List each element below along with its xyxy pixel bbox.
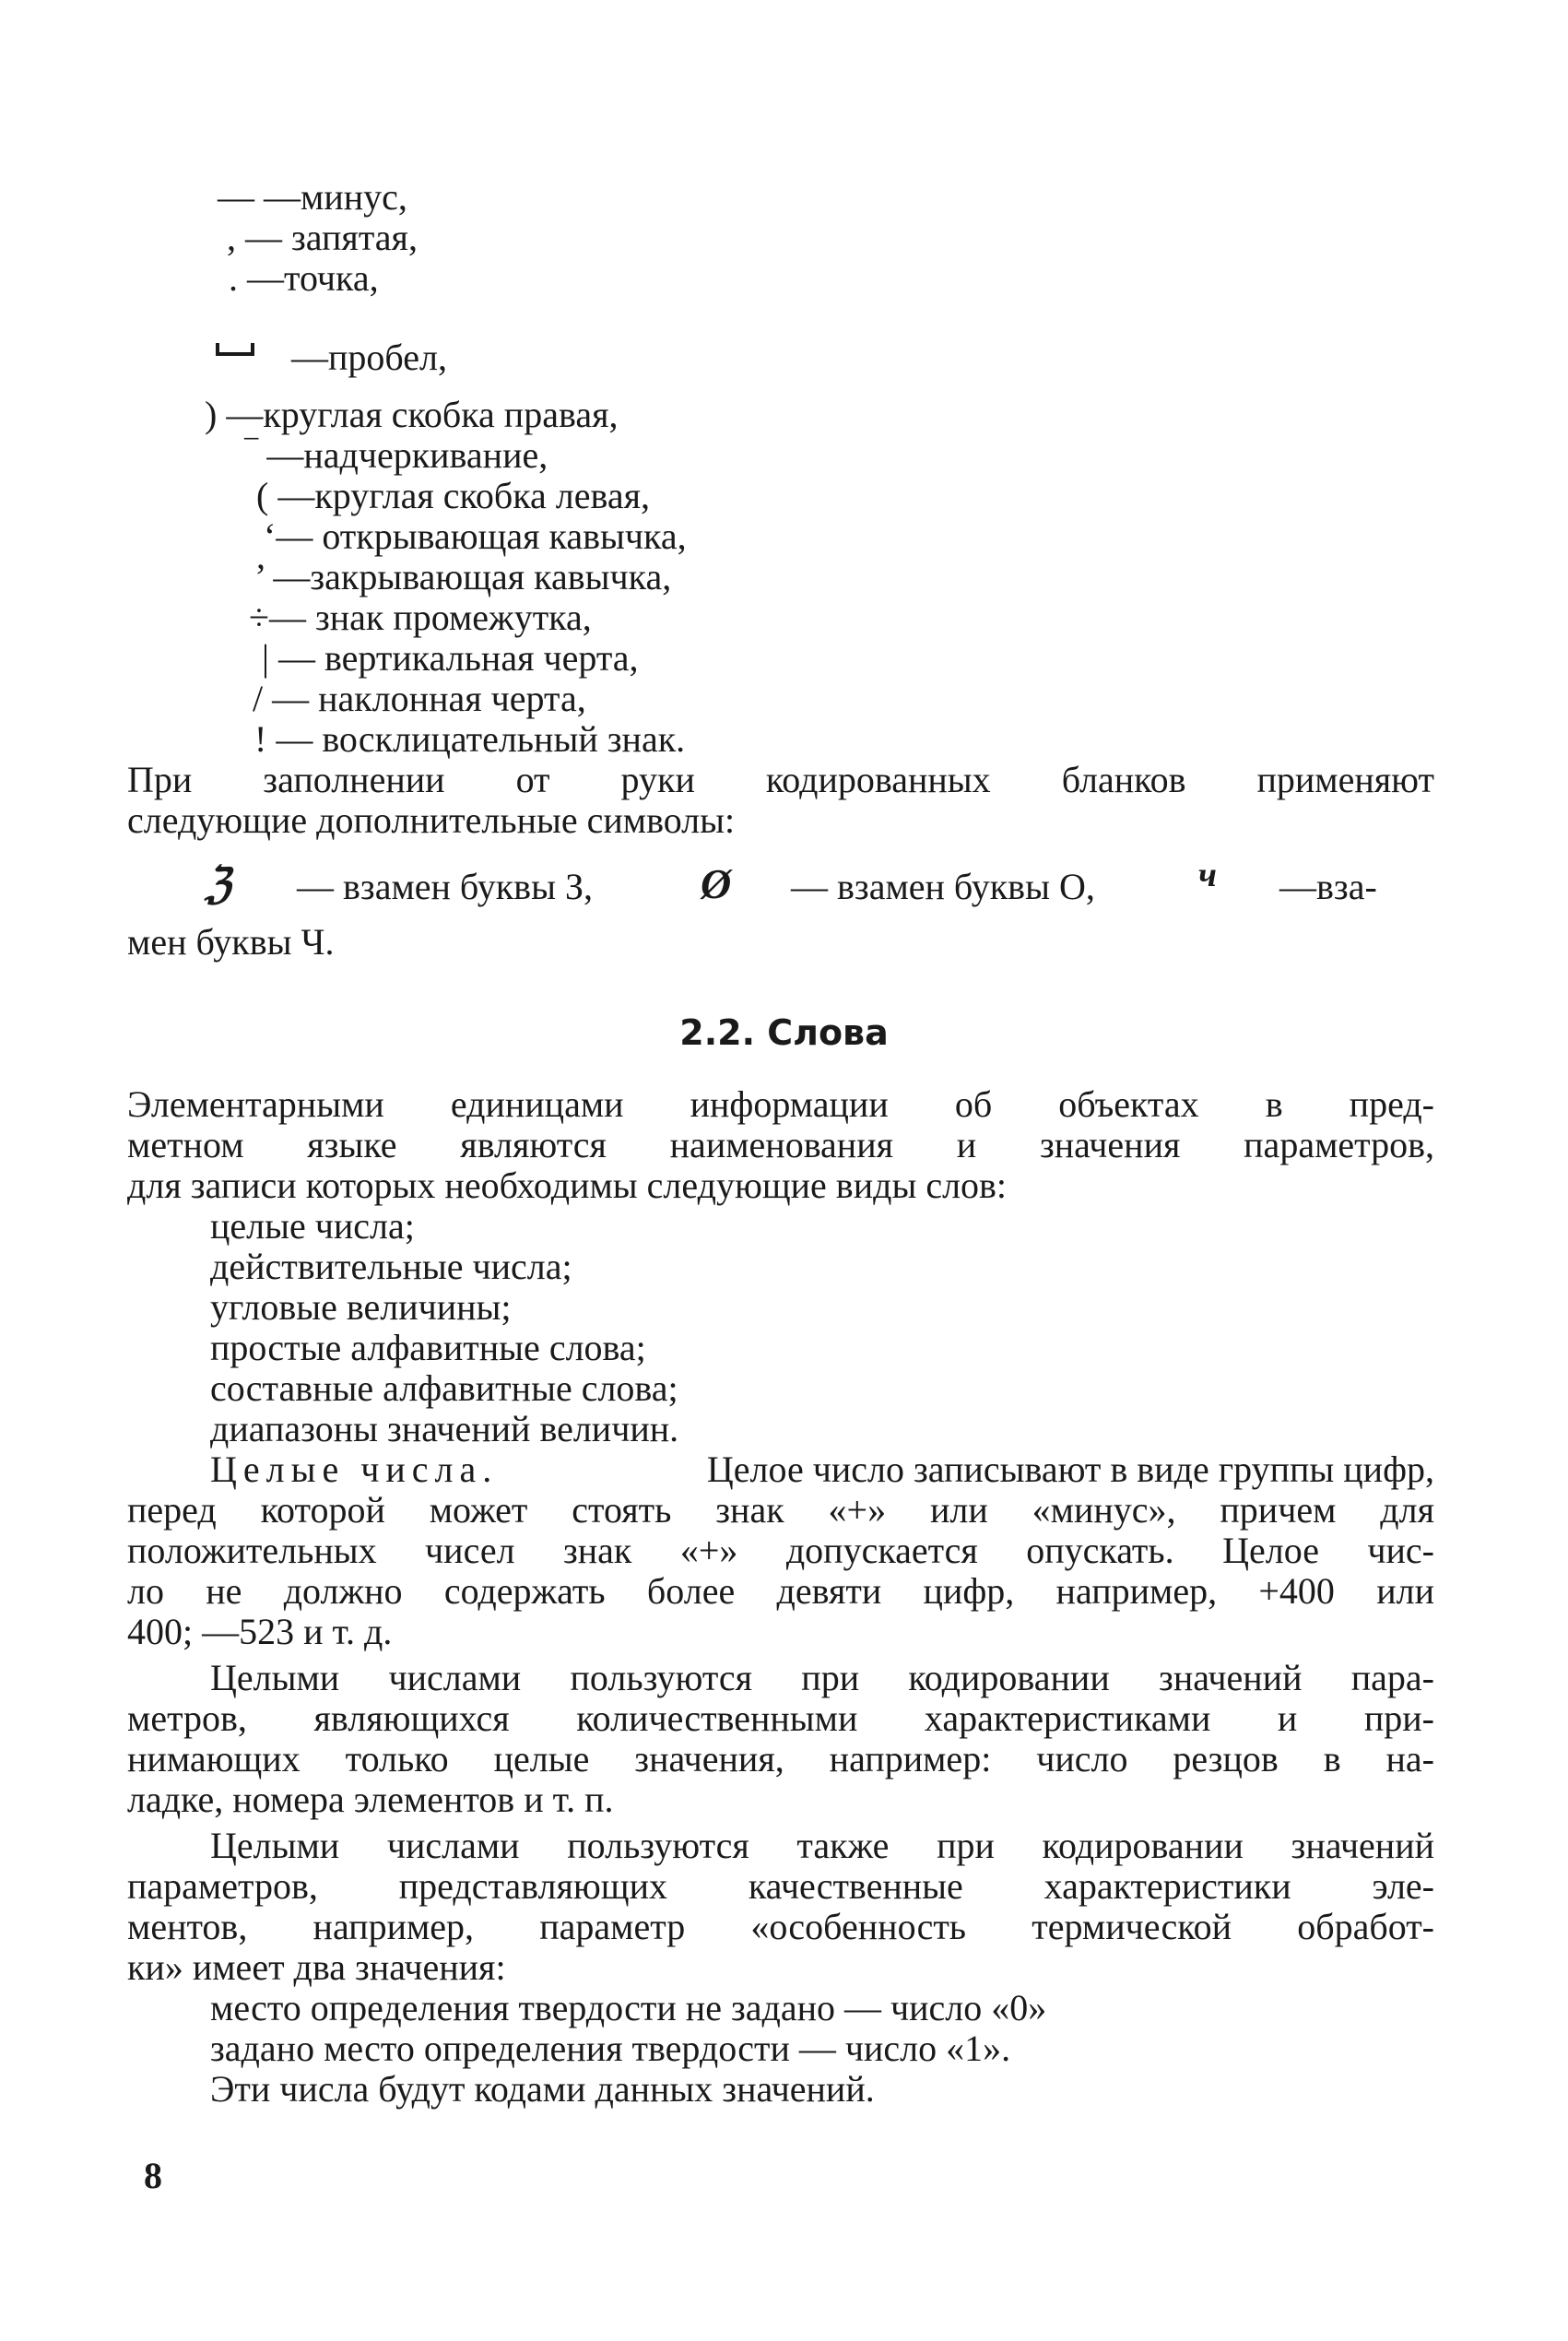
- integers-line-1-rest: Целое число записывают в виде группы цифр,: [706, 1448, 1434, 1490]
- symbol-open-quote: ‘— открывающая кавычка,: [264, 515, 687, 557]
- handwritten-ch-icon: ч: [1198, 856, 1217, 894]
- symbol-right-paren: ) —круглая скобка правая,: [205, 394, 619, 435]
- note-line-2: следующие дополнительные символы:: [127, 799, 736, 841]
- symbol-minus: — —минус,: [218, 176, 407, 218]
- usage2-line-4: ки» имеет два значения:: [127, 1946, 506, 1988]
- usage1-line-1: Целыми числами пользуются при кодировании значений пара-: [210, 1657, 1434, 1698]
- symbol-period: . —точка,: [229, 257, 379, 299]
- symbol-overline: ‾ —надчеркивание,: [245, 434, 548, 476]
- note-line-4: мен буквы Ч.: [127, 921, 335, 963]
- closing-line: Эти числа будут кодами данных значений.: [210, 2068, 875, 2110]
- usage1-line-2: метров, являющихся количественными характеристиками и при-: [127, 1697, 1434, 1739]
- integers-line-4: ло не должно содержать более девяти цифр, например, +400 или: [127, 1570, 1434, 1612]
- note-line-1: При заполнении от руки кодированных бланков применяют: [127, 759, 1434, 800]
- symbol-exclamation: ! — восклицательный знак.: [254, 718, 686, 760]
- integers-line-1: [210, 1449, 1434, 1490]
- word-type-item: целые числа;: [210, 1205, 415, 1247]
- usage1-line-4: ладке, номера элементов и т. п.: [127, 1779, 614, 1820]
- symbol-slash: / — наклонная черта,: [253, 678, 586, 719]
- symbol-space: —пробел,: [291, 337, 447, 378]
- intro-line-1: Элементарными единицами информации об объектах в пред-: [127, 1083, 1434, 1125]
- usage2-line-1: Целыми числами пользуются также при кодировании значений: [210, 1825, 1434, 1866]
- symbol-comma: , — запятая,: [227, 217, 418, 258]
- symbol-vertical-bar: | — вертикальная черта,: [262, 637, 639, 679]
- integers-line-2: перед которой может стоять знак «+» или «минус», причем для: [127, 1489, 1434, 1531]
- section-title: 2.2. Слова: [679, 1012, 889, 1053]
- note-ch-text: —вза-: [1279, 866, 1377, 907]
- handwritten-z-icon: ℨ: [205, 860, 231, 907]
- handwritten-o-icon: Ø: [701, 860, 732, 907]
- integers-line-5: 400; —523 и т. д.: [127, 1611, 393, 1652]
- symbol-left-paren: ( —круглая скобка левая,: [256, 475, 651, 516]
- intro-line-2: метном языке являются наименования и значения параметров,: [127, 1124, 1434, 1165]
- symbol-close-quote: ’ —закрывающая кавычка,: [254, 556, 672, 597]
- symbol-range-sign: ÷— знак промежутка,: [249, 597, 592, 638]
- word-type-item: угловые величины;: [210, 1286, 512, 1328]
- word-type-item: простые алфавитные слова;: [210, 1327, 646, 1368]
- page-number: 8: [144, 2155, 162, 2196]
- usage2-line-3: ментов, например, параметр «особенность термической обработ-: [127, 1906, 1434, 1947]
- intro-line-3: для записи которых необходимы следующие виды слов:: [127, 1165, 1008, 1206]
- space-symbol-icon: [216, 343, 254, 356]
- note-o-text: — взамен буквы О,: [791, 866, 1095, 907]
- word-type-item: действительные числа;: [210, 1246, 572, 1287]
- value-item: место определения твердости не задано — число «0»: [210, 1987, 1047, 2028]
- usage2-line-2: параметров, представляющих качественные характеристики эле-: [127, 1865, 1434, 1907]
- value-item: задано место определения твердости — число «1».: [210, 2028, 1011, 2069]
- note-z-text: — взамен буквы З,: [297, 866, 593, 907]
- integers-line-3: положительных чисел знак «+» допускается опускать. Целое чис-: [127, 1530, 1434, 1571]
- usage1-line-3: нимающих только целые значения, например: число резцов в на-: [127, 1738, 1434, 1779]
- word-type-item: диапазоны значений величин.: [210, 1408, 679, 1449]
- integers-term: Целые числа.: [210, 1448, 499, 1490]
- word-type-item: составные алфавитные слова;: [210, 1367, 678, 1409]
